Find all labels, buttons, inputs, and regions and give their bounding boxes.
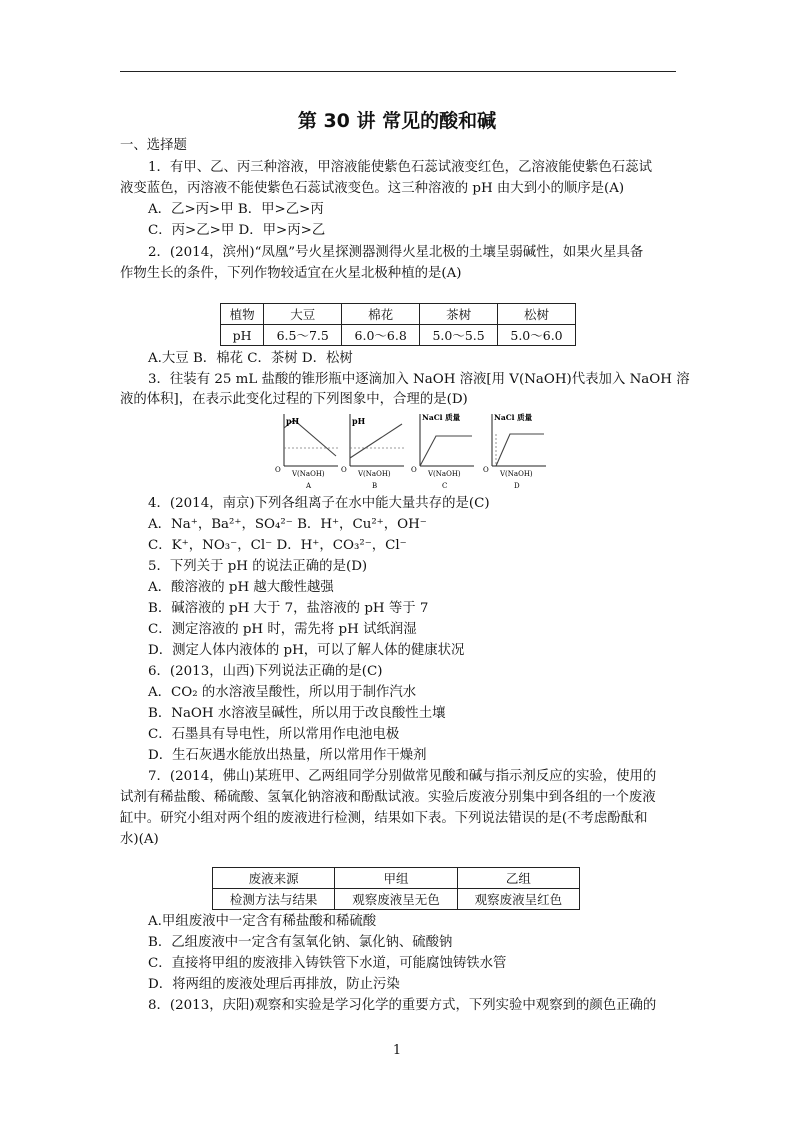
q1-options-cd: C．丙>乙>甲 D．甲>丙>乙	[148, 223, 326, 238]
graph-a-letter: A	[306, 482, 312, 490]
graph-b-ylabel: pH	[352, 416, 366, 426]
table-row	[213, 889, 580, 910]
table-cell: 废液来源	[213, 868, 335, 889]
graph-b-origin: O	[341, 466, 347, 474]
section-heading: 一、选择题	[120, 138, 187, 153]
table-cell: 茶树	[420, 304, 498, 325]
q1-options-ab: A．乙>丙>甲 B．甲>乙>丙	[148, 202, 324, 217]
graph-d-xlabel: V(NaOH)	[500, 470, 533, 478]
table-cell: 检测方法与结果	[213, 889, 335, 910]
graph-d-curve	[496, 434, 544, 466]
graph-c-origin: O	[411, 466, 417, 474]
graph-d	[483, 412, 546, 490]
header-rule	[120, 71, 676, 72]
q4-options-ab: A．Na⁺，Ba²⁺，SO₄²⁻ B．H⁺，Cu²⁺，OH⁻	[148, 517, 427, 532]
graph-a-ylabel: pH	[286, 416, 300, 426]
table-cell: 甲组	[335, 868, 457, 889]
q7-line1: 7．(2014，佛山)某班甲、乙两组同学分别做常见酸和碱与指示剂反应的实验，使用的	[148, 769, 657, 784]
table-row	[221, 304, 576, 325]
graph-b-letter: B	[372, 482, 378, 490]
q6-option-b: B．NaOH 水溶液呈碱性，所以用于改良酸性土壤	[148, 706, 446, 721]
q2-options: A.大豆 B．棉花 C．茶树 D．松树	[148, 351, 353, 366]
q5-line1: 5．下列关于 pH 的说法正确的是(D)	[148, 559, 368, 574]
graph-c-letter: C	[442, 482, 448, 490]
table-cell: 5.0～5.5	[420, 325, 498, 346]
q6-option-d: D．生石灰遇水能放出热量，所以常用作干燥剂	[148, 748, 427, 763]
q6-option-a: A．CO₂ 的水溶液呈酸性，所以用于制作汽水	[148, 685, 417, 700]
q3-line2: 液的体积]，在表示此变化过程的下列图象中，合理的是(D)	[120, 392, 468, 407]
q7-line3: 缸中。研究小组对两个组的废液进行检测，结果如下表。下列说法错误的是(不考虑酚酞和	[120, 811, 648, 826]
q4-line1: 4．(2014，南京)下列各组离子在水中能大量共存的是(C)	[148, 496, 490, 511]
q2-line2: 作物生长的条件，下列作物较适宜在火星北极种植的是(A)	[120, 266, 462, 281]
q7-option-b: B．乙组废液中一定含有氢氧化钠、氯化钠、硫酸钠	[148, 935, 453, 950]
graph-a-xlabel: V(NaOH)	[292, 470, 325, 478]
q1-line2: 液变蓝色，丙溶液不能使紫色石蕊试液变色。这三种溶液的 pH 由大到小的顺序是(A)	[120, 181, 625, 196]
table-cell: 大豆	[264, 304, 342, 325]
q7-option-c: C．直接将甲组的废液排入铸铁管下水道，可能腐蚀铸铁水管	[148, 956, 507, 971]
table-cell: 观察废液呈无色	[335, 889, 457, 910]
q5-option-b: B．碱溶液的 pH 大于 7，盐溶液的 pH 等于 7	[148, 601, 429, 616]
q7-table	[212, 867, 580, 910]
q7-line4: 水)(A)	[120, 832, 159, 847]
table-cell: 5.0～6.0	[498, 325, 576, 346]
graph-a	[275, 414, 338, 490]
q7-option-d: D．将两组的废液处理后再排放，防止污染	[148, 977, 400, 992]
page-title: 第 30 讲 常见的酸和碱	[297, 110, 497, 132]
q3-line1: 3．往装有 25 mL 盐酸的锥形瓶中逐滴加入 NaOH 溶液[用 V(NaOH)代表加入 NaOH 溶	[148, 372, 690, 387]
table-cell: 观察废液呈红色	[457, 889, 579, 910]
graph-b-xlabel: V(NaOH)	[358, 470, 391, 478]
graph-b-curve	[350, 424, 402, 458]
table-cell: 6.5～7.5	[264, 325, 342, 346]
table-cell: 松树	[498, 304, 576, 325]
table-row	[221, 325, 576, 346]
q7-option-a: A.甲组废液中一定含有稀盐酸和稀硫酸	[148, 914, 377, 929]
q2-table	[220, 303, 576, 346]
table-cell: 植物	[221, 304, 264, 325]
q2-line1: 2．(2014，滨州)“凤凰”号火星探测器测得火星北极的土壤呈弱碱性，如果火星具备	[148, 245, 644, 260]
q5-option-d: D．测定人体内液体的 pH，可以了解人体的健康状况	[148, 643, 465, 658]
table-cell: pH	[221, 325, 264, 346]
graph-c-xlabel: V(NaOH)	[428, 470, 461, 478]
table-cell: 棉花	[342, 304, 420, 325]
graph-c-ylabel: NaCl 质量	[422, 413, 461, 422]
table-cell: 6.0～6.8	[342, 325, 420, 346]
q4-options-cd: C．K⁺，NO₃⁻，Cl⁻ D．H⁺，CO₃²⁻，Cl⁻	[148, 538, 407, 553]
graph-d-ylabel: NaCl 质量	[494, 413, 533, 422]
graph-d-letter: D	[514, 482, 520, 490]
q5-option-c: C．测定溶液的 pH 时，需先将 pH 试纸润湿	[148, 622, 417, 637]
q6-option-c: C．石墨具有导电性，所以常用作电池电极	[148, 727, 400, 742]
q6-line1: 6．(2013，山西)下列说法正确的是(C)	[148, 664, 383, 679]
q1-line1: 1．有甲、乙、丙三种溶液，甲溶液能使紫色石蕊试液变红色，乙溶液能使紫色石蕊试	[148, 160, 652, 175]
q5-option-a: A．酸溶液的 pH 越大酸性越强	[148, 580, 334, 595]
graph-d-origin: O	[483, 466, 489, 474]
q7-line2: 试剂有稀盐酸、稀硫酸、氢氧化钠溶液和酚酞试液。实验后废液分别集中到各组的一个废液	[120, 790, 656, 805]
graph-b	[341, 414, 404, 490]
table-cell: 乙组	[457, 868, 579, 889]
graph-a-origin: O	[275, 466, 281, 474]
page-number: 1	[392, 1043, 402, 1058]
graph-c	[411, 412, 474, 490]
q3-graph-figure	[270, 408, 570, 492]
table-row	[213, 868, 580, 889]
graph-c-curve	[420, 436, 472, 466]
q8-line1: 8．(2013，庆阳)观察和实验是学习化学的重要方式，下列实验中观察到的颜色正确的	[148, 998, 657, 1013]
